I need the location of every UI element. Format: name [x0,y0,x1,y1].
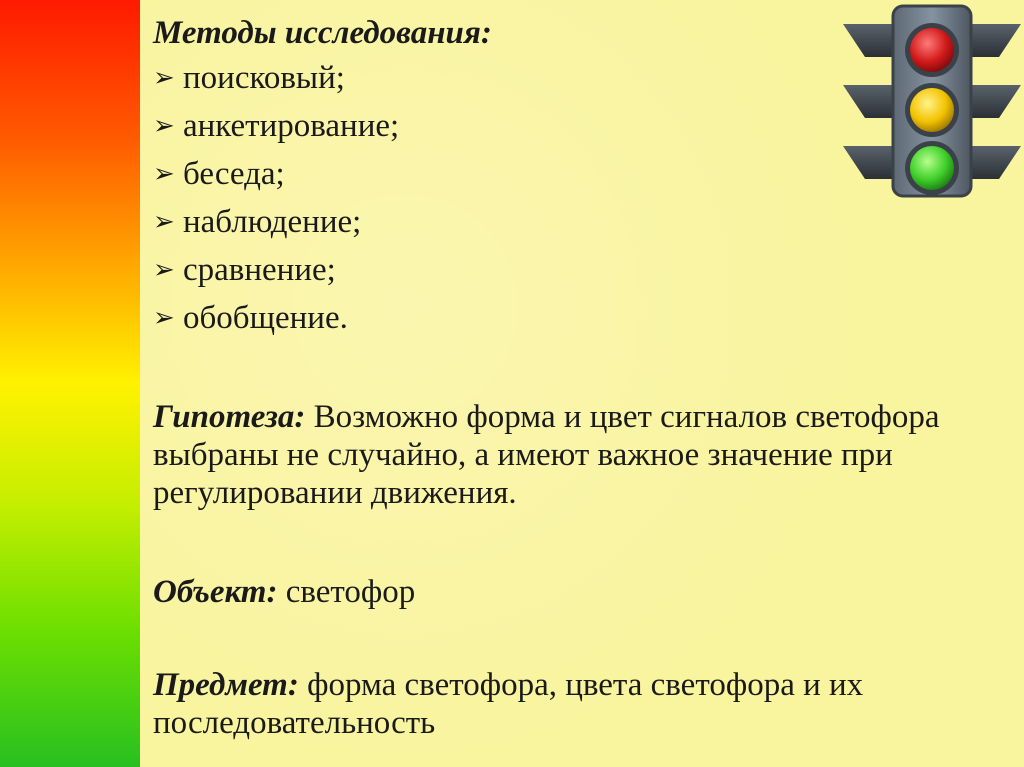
gradient-side-bar [0,0,140,767]
method-text: поисковый; [183,60,345,96]
arrow-bullet-icon: ➢ [153,111,175,140]
method-text: сравнение; [183,252,336,288]
methods-heading: Методы исследования: [153,15,492,51]
hypothesis-label: Гипотеза: [153,399,306,435]
object-text: светофор [277,574,416,610]
traffic-light-icon [843,2,1021,200]
list-item [153,294,1013,342]
arrow-bullet-icon: ➢ [153,207,175,236]
method-text: беседа; [183,156,285,192]
object-paragraph [153,573,1013,611]
method-text: обобщение. [183,300,348,336]
hypothesis-paragraph [153,398,1013,512]
method-text: наблюдение; [183,204,362,240]
arrow-bullet-icon: ➢ [153,303,175,332]
object-label: Объект: [153,574,278,610]
subject-text: форма светофора, цвета светофора и их последовательность [153,667,864,741]
subject-label: Предмет: [153,667,299,703]
subject-paragraph [153,666,1013,742]
list-item [153,246,1013,294]
arrow-bullet-icon: ➢ [153,159,175,188]
hypothesis-text: Возможно форма и цвет сигналов светофора выбраны не случайно, а имеют важное значение при регулировании движения. [153,399,940,511]
list-item [153,198,1013,246]
arrow-bullet-icon: ➢ [153,255,175,284]
method-text: анкетирование; [183,108,400,144]
arrow-bullet-icon: ➢ [153,63,175,92]
